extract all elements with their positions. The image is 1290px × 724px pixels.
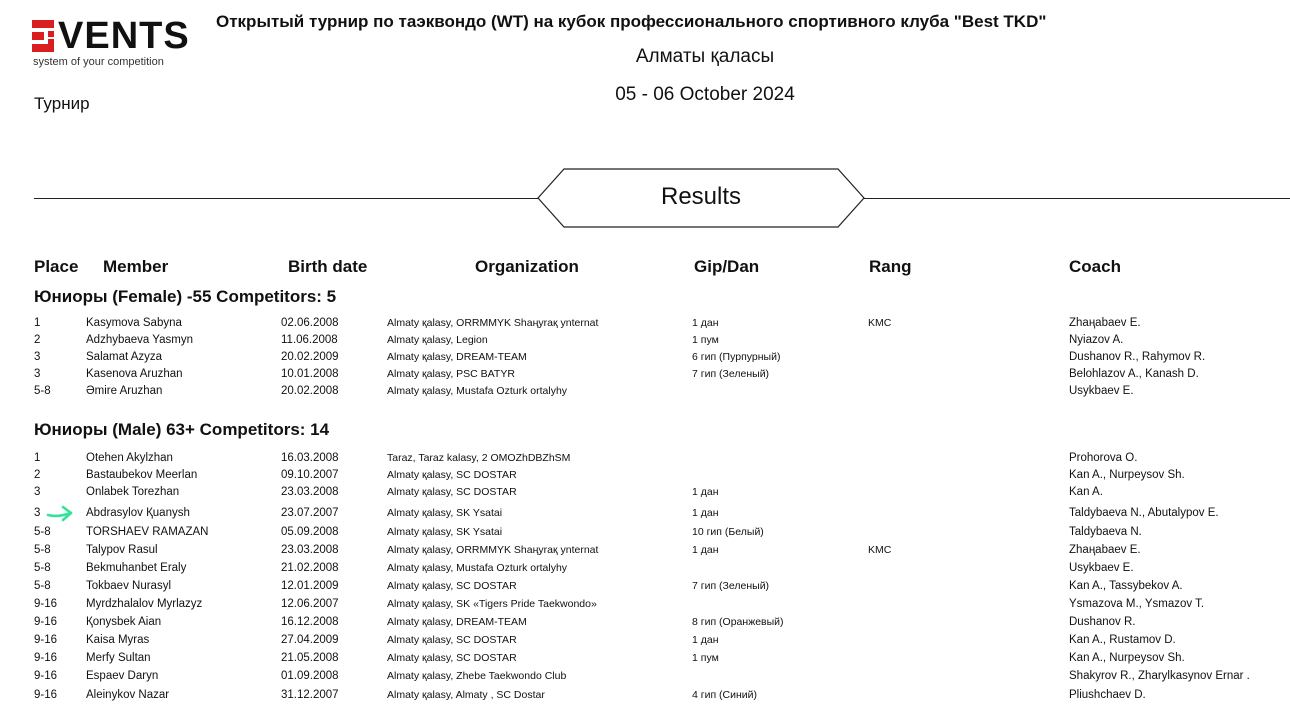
cell-organization: Almaty қalasy, SC DOSTAR xyxy=(387,580,517,592)
cell-gip-dan: 7 гип (Зеленый) xyxy=(692,580,770,592)
cell-gip-dan: 1 дан xyxy=(692,486,719,498)
cell-member: Myrdzhalalov Myrlazyz xyxy=(86,598,203,610)
cell-birth-date: 01.09.2008 xyxy=(281,670,339,682)
cell-birth-date: 12.01.2009 xyxy=(281,580,339,592)
cell-coach: Nyiazov A. xyxy=(1069,334,1124,346)
logo-wordmark: VENTS xyxy=(58,15,190,57)
cell-member: Қonysbek Aian xyxy=(86,616,162,628)
cell-gip-dan: 1 пум xyxy=(692,334,719,346)
table-row-highlighted xyxy=(0,504,1290,522)
cell-organization: Almaty қalasy, Almaty , SC Dostar xyxy=(387,689,545,701)
divider-right xyxy=(862,198,1290,199)
cell-organization: Almaty қalasy, SK «Tigers Pride Taekwondo» xyxy=(387,598,597,610)
cell-gip-dan: 8 гип (Оранжевый) xyxy=(692,616,784,628)
cell-organization: Almaty қalasy, SK Ysatai xyxy=(387,507,503,519)
cell-gip-dan: 1 дан xyxy=(692,507,719,519)
results-heading: Results xyxy=(660,183,742,210)
cell-place: 9-16 xyxy=(34,634,58,646)
cell-gip-dan: 6 гип (Пурпурный) xyxy=(692,351,781,363)
cell-coach: Dushanov R. xyxy=(1069,616,1136,628)
cell-organization: Almaty қalasy, PSC BATYR xyxy=(387,368,515,380)
cell-member: Kasenova Aruzhan xyxy=(86,368,183,380)
table-row xyxy=(0,595,1290,613)
cell-organization: Almaty қalasy, ORRMMYK Shaңyraқ ynternat xyxy=(387,544,599,556)
table-row xyxy=(0,449,1290,467)
cell-member: Bekmuhanbet Eraly xyxy=(86,562,187,574)
cell-place: 5-8 xyxy=(34,385,51,397)
col-header-birth-date: Birth date xyxy=(288,257,368,276)
col-header-member: Member xyxy=(103,257,169,276)
cell-place: 9-16 xyxy=(34,689,58,701)
cell-birth-date: 20.02.2008 xyxy=(281,385,339,397)
cell-organization: Almaty қalasy, SC DOSTAR xyxy=(387,634,517,646)
table-row xyxy=(0,483,1290,501)
cell-place: 5-8 xyxy=(34,526,51,538)
table-row xyxy=(0,613,1290,631)
group-heading: Юниоры (Female) -55 Competitors: 5 xyxy=(34,287,337,306)
arrow-right-icon xyxy=(45,502,75,524)
event-title: Открытый турнир по таэквондо (WT) на кубок профессионального спортивного клуба "Best TKD" xyxy=(216,12,1047,31)
table-row xyxy=(0,649,1290,667)
cell-member: Tokbaev Nurasyl xyxy=(86,580,172,592)
cell-coach: Belohlazov A., Kanash D. xyxy=(1069,368,1199,380)
cell-place: 9-16 xyxy=(34,616,58,628)
cell-gip-dan: 4 гип (Синий) xyxy=(692,689,758,701)
cell-organization: Almaty қalasy, ORRMMYK Shaңyraқ ynternat xyxy=(387,317,599,329)
cell-organization: Taraz, Taraz kalasy, 2 OMOZhDBZhSM xyxy=(387,452,571,464)
table-row xyxy=(0,314,1290,332)
table-row xyxy=(0,348,1290,366)
cell-member: Otehen Akylzhan xyxy=(86,452,173,464)
cell-birth-date: 23.07.2007 xyxy=(281,507,339,519)
cell-member: Bastaubekov Meerlan xyxy=(86,469,198,481)
cell-coach: Kan A., Nurpeysov Sh. xyxy=(1069,469,1185,481)
cell-gip-dan: 1 дан xyxy=(692,544,719,556)
cell-organization: Almaty қalasy, Zhebe Taekwondo Club xyxy=(387,670,567,682)
cell-birth-date: 27.04.2009 xyxy=(281,634,339,646)
cell-member: Әmire Aruzhan xyxy=(86,385,163,397)
cell-birth-date: 23.03.2008 xyxy=(281,486,339,498)
col-header-gip-dan: Gip/Dan xyxy=(694,257,760,276)
cell-birth-date: 20.02.2009 xyxy=(281,351,339,363)
col-header-place: Place xyxy=(34,257,79,276)
cell-coach: Shakyrov R., Zharylkasynov Ernar . xyxy=(1069,670,1250,682)
cell-gip-dan: 7 гип (Зеленый) xyxy=(692,368,770,380)
cell-coach: Zhaңabaev E. xyxy=(1069,544,1141,556)
cell-member: Espaev Daryn xyxy=(86,670,159,682)
divider-left xyxy=(34,198,539,199)
col-header-coach: Coach xyxy=(1069,257,1121,276)
cell-rang: KMC xyxy=(868,544,892,556)
cell-member: Merfy Sultan xyxy=(86,652,151,664)
cell-coach: Taldybaeva N., Abutalypov E. xyxy=(1069,507,1219,519)
table-row xyxy=(0,631,1290,649)
cell-place: 1 xyxy=(34,452,41,464)
cell-organization: Almaty қalasy, SK Ysatai xyxy=(387,526,503,538)
cell-member: Talypov Rasul xyxy=(86,544,158,556)
cell-place: 5-8 xyxy=(34,544,51,556)
cell-place: 3 xyxy=(34,368,41,380)
cell-member: Onlabek Torezhan xyxy=(86,486,180,498)
cell-birth-date: 09.10.2007 xyxy=(281,469,339,481)
cell-birth-date: 11.06.2008 xyxy=(281,334,338,346)
cell-birth-date: 21.02.2008 xyxy=(281,562,339,574)
cell-place: 3 xyxy=(34,507,41,519)
cell-member: Kaisa Myras xyxy=(86,634,150,646)
cell-member: TORSHAEV RAMAZAN xyxy=(86,526,209,538)
cell-place: 5-8 xyxy=(34,580,51,592)
cell-coach: Usykbaev E. xyxy=(1069,562,1134,574)
table-row xyxy=(0,541,1290,559)
table-row xyxy=(0,686,1290,704)
cell-coach: Kan A., Nurpeysov Sh. xyxy=(1069,652,1185,664)
table-row xyxy=(0,466,1290,484)
cell-organization: Almaty қalasy, Legion xyxy=(387,334,488,346)
cell-organization: Almaty қalasy, SC DOSTAR xyxy=(387,469,517,481)
col-header-rang: Rang xyxy=(869,257,912,276)
cell-place: 2 xyxy=(34,334,41,346)
cell-coach: Dushanov R., Rahymov R. xyxy=(1069,351,1206,363)
section-label: Турнир xyxy=(34,94,90,113)
cell-birth-date: 02.06.2008 xyxy=(281,317,339,329)
cell-place: 3 xyxy=(34,351,41,363)
table-row xyxy=(0,523,1290,541)
cell-gip-dan: 1 дан xyxy=(692,634,719,646)
cell-birth-date: 16.03.2008 xyxy=(281,452,339,464)
cell-member: Aleinykov Nazar xyxy=(86,689,170,701)
group-heading: Юниоры (Male) 63+ Competitors: 14 xyxy=(34,420,330,439)
cell-organization: Almaty қalasy, DREAM-TEAM xyxy=(387,616,527,628)
cell-place: 9-16 xyxy=(34,670,58,682)
cell-coach: Zhaңabaev E. xyxy=(1069,317,1141,329)
table-row xyxy=(0,667,1290,685)
cell-coach: Prohorova O. xyxy=(1069,452,1138,464)
event-dates: 05 - 06 October 2024 xyxy=(615,84,795,105)
cell-organization: Almaty қalasy, SC DOSTAR xyxy=(387,652,517,664)
cell-coach: Kan A., Tassybekov A. xyxy=(1069,580,1183,592)
cell-place: 2 xyxy=(34,469,41,481)
cell-rang: KMC xyxy=(868,317,892,329)
table-row xyxy=(0,365,1290,383)
cell-coach: Taldybaeva N. xyxy=(1069,526,1142,538)
logo-tagline: system of your competition xyxy=(33,56,164,68)
cell-coach: Usykbaev E. xyxy=(1069,385,1134,397)
cell-birth-date: 21.05.2008 xyxy=(281,652,339,664)
cell-coach: Pliushchaev D. xyxy=(1069,689,1146,701)
cell-birth-date: 23.03.2008 xyxy=(281,544,339,556)
cell-organization: Almaty қalasy, DREAM-TEAM xyxy=(387,351,527,363)
table-row xyxy=(0,331,1290,349)
cell-coach: Kan A. xyxy=(1069,486,1103,498)
cell-birth-date: 16.12.2008 xyxy=(281,616,339,628)
cell-birth-date: 12.06.2007 xyxy=(281,598,339,610)
cell-place: 3 xyxy=(34,486,41,498)
col-header-organization: Organization xyxy=(475,257,579,276)
cell-member: Kasymova Sabyna xyxy=(86,317,182,329)
table-row xyxy=(0,559,1290,577)
cell-coach: Kan A., Rustamov D. xyxy=(1069,634,1176,646)
cell-organization: Almaty қalasy, Mustafa Ozturk ortalyhy xyxy=(387,385,568,397)
cell-organization: Almaty қalasy, SC DOSTAR xyxy=(387,486,517,498)
cell-birth-date: 10.01.2008 xyxy=(281,368,339,380)
event-city: Алматы қаласы xyxy=(635,46,775,67)
cell-organization: Almaty қalasy, Mustafa Ozturk ortalyhy xyxy=(387,562,568,574)
cell-member: Salamat Azyza xyxy=(86,351,163,363)
cell-gip-dan: 1 дан xyxy=(692,317,719,329)
cell-place: 1 xyxy=(34,317,41,329)
cell-coach: Ysmazova M., Ysmazov T. xyxy=(1069,598,1205,610)
cell-member: Adzhybaeva Yasmyn xyxy=(86,334,193,346)
table-row xyxy=(0,382,1290,400)
table-row xyxy=(0,577,1290,595)
cell-gip-dan: 1 пум xyxy=(692,652,719,664)
cell-place: 9-16 xyxy=(34,598,58,610)
cell-birth-date: 05.09.2008 xyxy=(281,526,339,538)
cell-birth-date: 31.12.2007 xyxy=(281,689,339,701)
cell-place: 5-8 xyxy=(34,562,51,574)
cell-place: 9-16 xyxy=(34,652,58,664)
cell-member: Abdrasylov Қuanysh xyxy=(86,507,190,519)
cell-gip-dan: 10 гип (Белый) xyxy=(692,526,764,538)
